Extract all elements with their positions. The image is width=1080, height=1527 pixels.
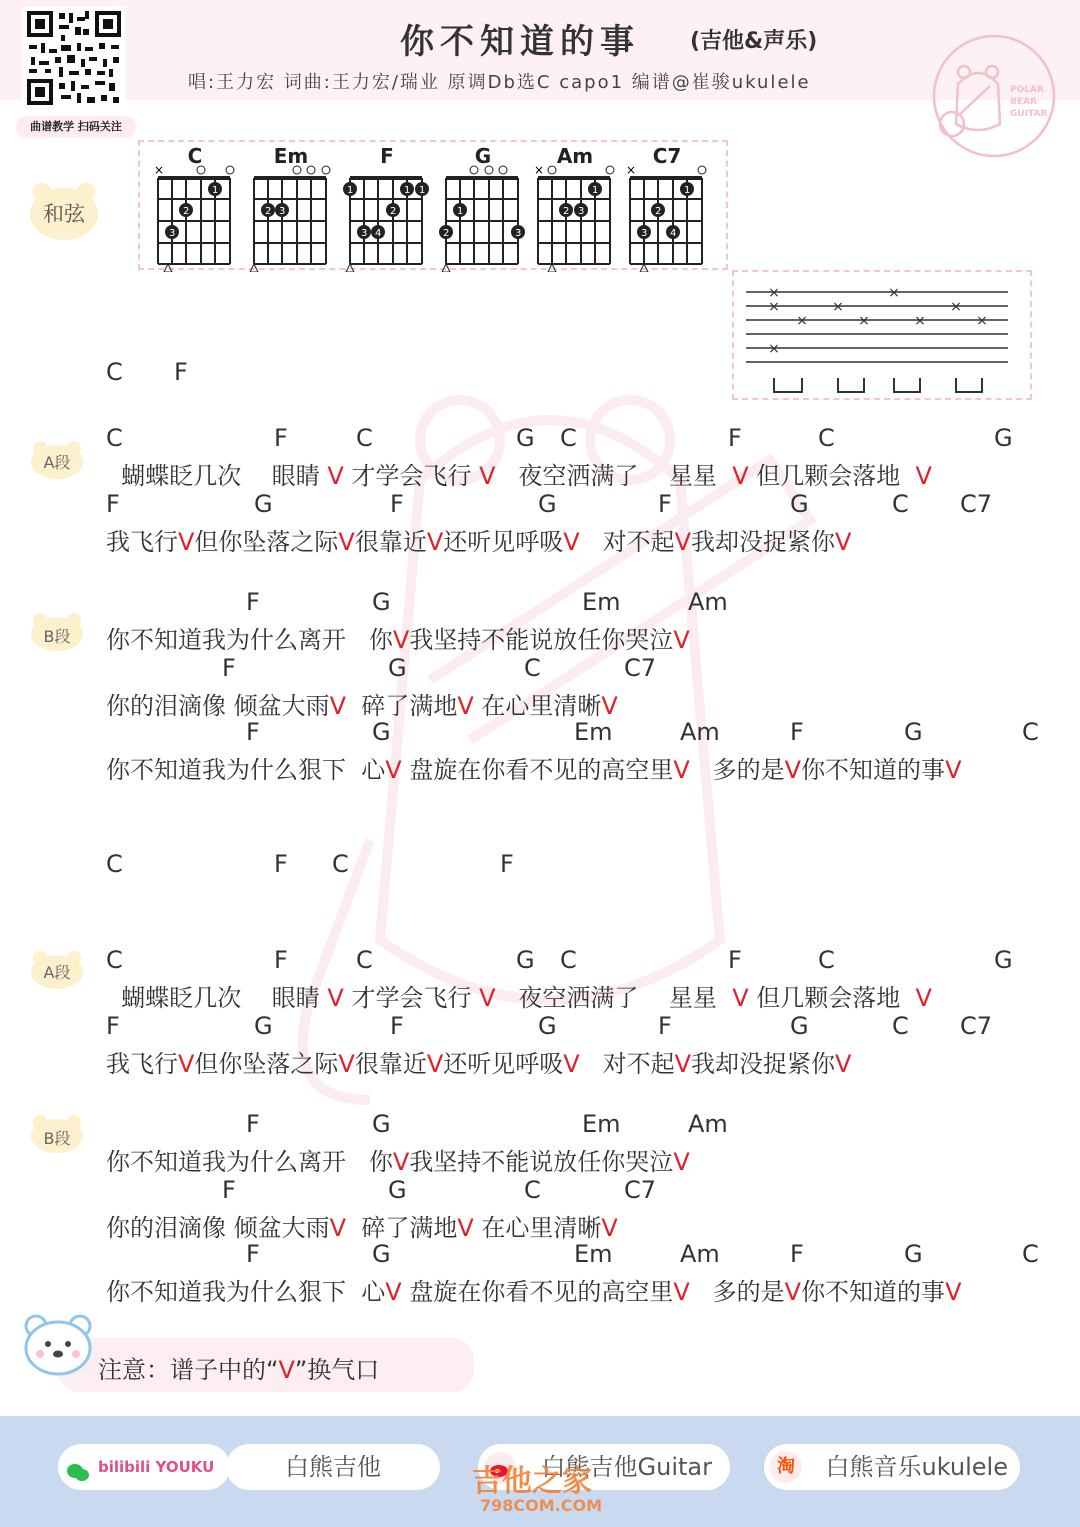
chord-label: C	[1022, 718, 1039, 746]
chord-label: F	[246, 1110, 260, 1138]
chord-name: Am	[556, 144, 594, 168]
chord-label: C	[560, 946, 577, 974]
wechat-icon	[66, 1456, 90, 1478]
chord-label: F	[274, 424, 288, 452]
lyric-line: 蝴蝶眨几次 眼睛 V 才学会飞行 V 夜空洒满了 星星 V 但几颗会落地 V	[106, 462, 932, 490]
chord-label: C	[560, 424, 577, 452]
svg-text:×: ×	[626, 164, 637, 177]
svg-text:×: ×	[768, 285, 780, 301]
logo-word-bear: BEAR	[1010, 97, 1037, 107]
svg-text:×: ×	[832, 299, 844, 315]
svg-text:3: 3	[361, 228, 368, 239]
lyric-line: 你的泪滴像 倾盆大雨V 碎了满地V 在心里清晰V	[106, 1214, 618, 1242]
svg-text:×: ×	[796, 313, 808, 329]
breath-mark: V	[784, 756, 802, 784]
svg-text:4: 4	[670, 228, 677, 239]
svg-text:×: ×	[534, 164, 545, 177]
breath-mark: V	[426, 528, 444, 556]
breath-mark: V	[385, 756, 402, 784]
chord-row	[106, 946, 1056, 976]
svg-text:2: 2	[655, 206, 662, 217]
chord-row	[106, 490, 1056, 520]
breath-mark: V	[673, 1148, 690, 1176]
svg-text:1: 1	[457, 206, 464, 217]
breath-mark: V	[392, 626, 410, 654]
chord-label: C7	[624, 654, 657, 682]
section-a-label: A段	[43, 963, 71, 982]
breath-mark: V	[479, 462, 496, 490]
breath-mark: V	[673, 626, 690, 654]
lyric-line: 我飞行V但你坠落之际V很靠近V还听见呼吸V 对不起V我却没捉紧你V	[106, 1050, 852, 1078]
chord-label: F	[106, 490, 120, 518]
chord-name: F	[380, 144, 394, 168]
chord-label: C	[106, 424, 123, 452]
channel-label: 白熊吉他Guitar	[541, 1453, 712, 1481]
svg-text:×: ×	[768, 299, 780, 315]
chord-label: G	[254, 490, 273, 518]
svg-text:3: 3	[578, 206, 585, 217]
breath-mark: V	[327, 462, 344, 490]
chord-label: F	[790, 1240, 804, 1268]
chord-name: C	[187, 144, 203, 168]
chord-label: C	[524, 654, 541, 682]
chord-name: Em	[273, 144, 309, 168]
lyric-line: 你不知道我为什么狠下 心V 盘旋在你看不见的高空里V 多的是V你不知道的事V	[106, 1278, 962, 1306]
chord-label: F	[174, 358, 188, 386]
breath-mark: V	[457, 1214, 474, 1242]
breath-mark-note: 注意：谱子中的“V”换气口	[98, 1356, 380, 1384]
chord-label: C	[356, 946, 373, 974]
chord-diagram-g	[438, 142, 528, 272]
site-watermark-url: 798COM.COM	[480, 1496, 603, 1515]
chord-label: G	[994, 946, 1013, 974]
chord-label: G	[388, 1176, 407, 1204]
channel-label: 白熊音乐ukulele	[825, 1453, 1008, 1481]
chord-label: F	[246, 718, 260, 746]
svg-text:1: 1	[404, 185, 411, 196]
svg-text:×: ×	[914, 313, 926, 329]
chord-row	[106, 424, 1056, 454]
chord-label: G	[790, 1012, 809, 1040]
svg-text:2: 2	[265, 206, 272, 217]
svg-text:3: 3	[169, 228, 176, 239]
chord-label: G	[790, 490, 809, 518]
breath-mark: V	[338, 528, 355, 556]
chord-label: F	[106, 1012, 120, 1040]
chord-label: F	[246, 588, 260, 616]
page-subtitle: (吉他&声乐)	[690, 29, 818, 54]
chord-row	[106, 588, 1056, 618]
breath-mark: V	[835, 528, 852, 556]
chord-label: C	[106, 946, 123, 974]
chord-diagram-em	[246, 142, 336, 272]
svg-text:×: ×	[976, 313, 988, 329]
chord-row	[106, 1110, 1056, 1140]
breath-mark: V	[327, 984, 344, 1012]
chord-label: C7	[960, 490, 993, 518]
interlude-chord-row	[106, 850, 1056, 880]
chord-label: G	[994, 424, 1013, 452]
channel-pill-ukulele[interactable]	[764, 1444, 1020, 1490]
chord-label: C	[356, 424, 373, 452]
chord-row	[106, 1012, 1056, 1042]
chord-label: Em	[574, 718, 613, 746]
chord-label: C	[818, 424, 835, 452]
breath-mark: V	[601, 1214, 618, 1242]
chord-diagram-am	[530, 142, 620, 272]
lyric-line: 你不知道我为什么离开 你V我坚持不能说放任你哭泣V	[106, 1148, 690, 1176]
chord-label: C	[524, 1176, 541, 1204]
chord-label: G	[372, 718, 391, 746]
chord-label: C	[332, 850, 349, 878]
chord-row	[106, 1240, 1056, 1270]
svg-text:2: 2	[563, 206, 570, 217]
chord-label: Em	[574, 1240, 613, 1268]
lyric-line: 你不知道我为什么狠下 心V 盘旋在你看不见的高空里V 多的是V你不知道的事V	[106, 756, 962, 784]
lyric-line: 我飞行V但你坠落之际V很靠近V还听见呼吸V 对不起V我却没捉紧你V	[106, 528, 852, 556]
section-b-label: B段	[43, 1129, 71, 1148]
chords-label: 和弦	[43, 202, 85, 226]
breath-mark: V	[479, 984, 496, 1012]
breath-mark: V	[673, 1278, 690, 1306]
svg-text:1: 1	[347, 185, 354, 196]
chord-label: Am	[680, 1240, 720, 1268]
svg-text:1: 1	[684, 185, 691, 196]
chord-label: F	[274, 850, 288, 878]
qr-caption: 曲谱教学 扫码关注	[16, 116, 136, 138]
chord-label: G	[516, 424, 535, 452]
breath-mark: V	[329, 1214, 347, 1242]
chord-name: G	[474, 144, 492, 168]
breath-mark: V	[178, 1050, 195, 1078]
song-meta: 唱:王力宏 词曲:王力宏/瑞业 原调Db选C capo1 编谱@崔骏ukulele	[188, 72, 811, 93]
chord-label: F	[728, 424, 742, 452]
breath-mark: V	[784, 1278, 802, 1306]
intro-chord-row	[106, 358, 1006, 388]
chord-label: G	[372, 1240, 391, 1268]
lyric-line: 你不知道我为什么离开 你V我坚持不能说放任你哭泣V	[106, 626, 690, 654]
breath-mark: V	[732, 984, 749, 1012]
svg-text:1: 1	[212, 185, 219, 196]
chord-label: F	[728, 946, 742, 974]
breath-mark: V	[674, 528, 691, 556]
svg-text:2: 2	[443, 228, 450, 239]
chord-label: F	[500, 850, 514, 878]
chord-row	[106, 654, 1056, 684]
chord-label: F	[222, 1176, 236, 1204]
chord-label: C7	[960, 1012, 993, 1040]
chord-label: C7	[624, 1176, 657, 1204]
breath-mark: V	[457, 692, 474, 720]
svg-text:×: ×	[858, 313, 870, 329]
chord-label: F	[246, 1240, 260, 1268]
breath-mark: V	[835, 1050, 852, 1078]
chord-label: F	[390, 1012, 404, 1040]
platform-names: bilibili YOUKU	[98, 1458, 215, 1476]
chord-label: Am	[680, 718, 720, 746]
breath-mark: V	[674, 1050, 691, 1078]
chord-label: G	[904, 1240, 923, 1268]
breath-mark: V	[732, 462, 749, 490]
breath-mark: V	[945, 756, 962, 784]
qr-code-icon[interactable]	[22, 6, 126, 110]
svg-text:3: 3	[279, 206, 286, 217]
chord-label: F	[658, 1012, 672, 1040]
breath-mark: V	[915, 462, 932, 490]
breath-mark: V	[426, 1050, 444, 1078]
video-platforms-pill[interactable]	[58, 1444, 230, 1490]
svg-text:×: ×	[950, 299, 962, 315]
chord-label: F	[790, 718, 804, 746]
svg-text:×: ×	[768, 341, 780, 357]
chord-label: F	[390, 490, 404, 518]
chord-row	[106, 718, 1056, 748]
breath-mark: V	[385, 1278, 402, 1306]
chord-name: C7	[652, 144, 682, 168]
svg-text:1: 1	[592, 185, 599, 196]
breath-mark: V	[392, 1148, 410, 1176]
chord-label: G	[538, 1012, 557, 1040]
breath-mark: V	[178, 528, 195, 556]
lyric-line: 蝴蝶眨几次 眼睛 V 才学会飞行 V 夜空洒满了 星星 V 但几颗会落地 V	[106, 984, 932, 1012]
chord-row	[106, 1176, 1056, 1206]
breath-mark: V	[563, 1050, 580, 1078]
breath-mark: V	[673, 756, 690, 784]
bear-face-icon	[22, 1312, 94, 1376]
svg-text:3: 3	[515, 228, 522, 239]
site-watermark: 吉他之家	[472, 1464, 592, 1499]
svg-text:1: 1	[419, 185, 426, 196]
chord-label: F	[658, 490, 672, 518]
svg-text:2: 2	[183, 206, 190, 217]
breath-mark: V	[338, 1050, 355, 1078]
chord-diagram-f	[342, 142, 432, 272]
breath-mark: V	[563, 528, 580, 556]
chord-label: F	[274, 946, 288, 974]
section-a-label: A段	[43, 453, 71, 472]
breath-mark: V	[945, 1278, 962, 1306]
section-b-label: B段	[43, 627, 71, 646]
chord-label: C	[818, 946, 835, 974]
chord-label: G	[904, 718, 923, 746]
breath-mark: V	[601, 692, 618, 720]
svg-text:×: ×	[888, 285, 900, 301]
svg-text:2: 2	[390, 206, 397, 217]
chord-label: Em	[582, 1110, 621, 1138]
chord-label: G	[538, 490, 557, 518]
channel-pill-baixiong-jita[interactable]: 白熊吉他	[226, 1444, 440, 1490]
svg-text:3: 3	[641, 228, 648, 239]
breath-mark: V	[915, 984, 932, 1012]
chord-label: C	[892, 1012, 909, 1040]
svg-text:×: ×	[154, 164, 165, 177]
logo-word-polar: POLAR	[1010, 85, 1044, 95]
chord-label: G	[516, 946, 535, 974]
svg-text:4: 4	[375, 228, 382, 239]
chord-label: C	[106, 358, 123, 386]
chord-label: Am	[688, 1110, 728, 1138]
chord-label: G	[388, 654, 407, 682]
chord-diagram-panel	[138, 140, 728, 270]
chord-label: C	[892, 490, 909, 518]
chord-diagram-c7	[622, 142, 712, 272]
chord-label: C	[1022, 1240, 1039, 1268]
breath-mark: V	[329, 692, 347, 720]
chord-label: Em	[582, 588, 621, 616]
chord-label: G	[254, 1012, 273, 1040]
chord-label: G	[372, 588, 391, 616]
taobao-icon: 淘	[770, 1451, 802, 1483]
page-title: 你不知道的事	[400, 22, 640, 62]
chord-diagram-c	[150, 142, 240, 272]
chord-label: C	[106, 850, 123, 878]
polar-bear-logo-icon	[930, 32, 1058, 160]
breath-mark: V	[278, 1356, 295, 1384]
lyric-line: 你的泪滴像 倾盆大雨V 碎了满地V 在心里清晰V	[106, 692, 618, 720]
chord-label: F	[222, 654, 236, 682]
logo-word-guitar: GUITAR	[1010, 109, 1048, 119]
chord-label: G	[372, 1110, 391, 1138]
chord-label: Am	[688, 588, 728, 616]
